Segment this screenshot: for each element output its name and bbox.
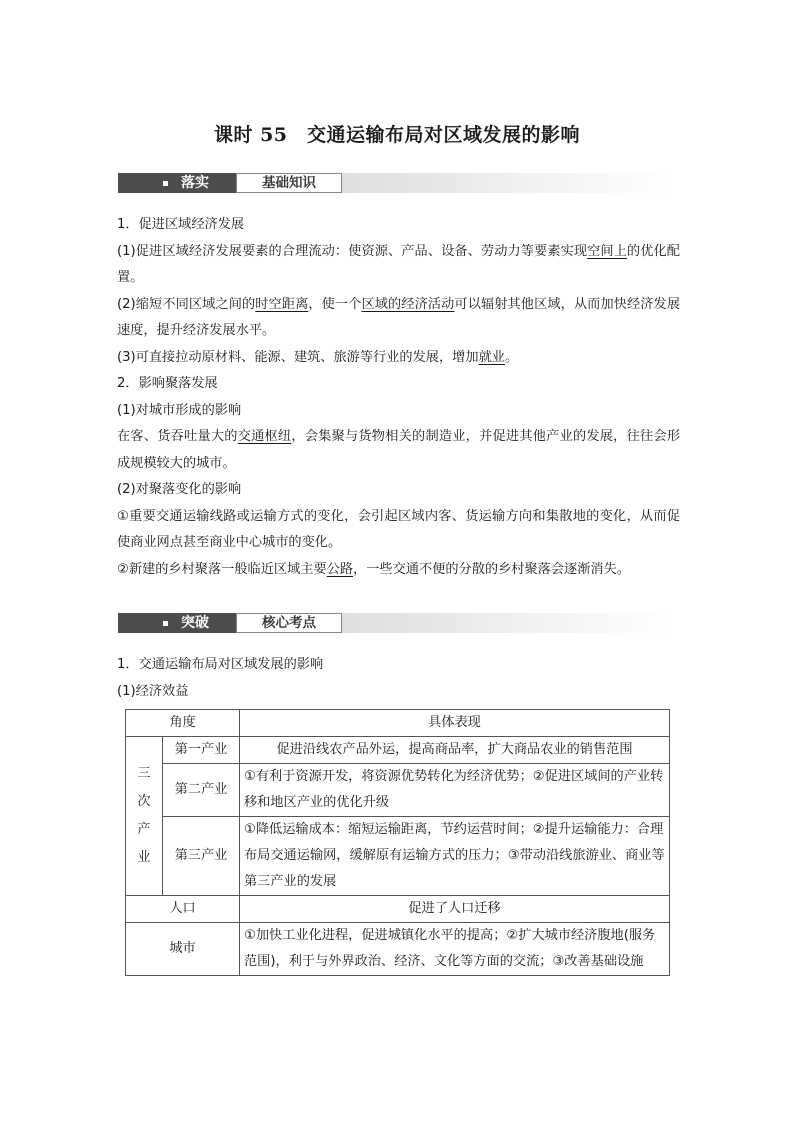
table-cell-text: ①加快工业化进程，促进城镇化水平的提高；②扩大城市经济腹地(服务范围)，利于与外界政治、经济、文化等方面的交流；③改善基础设施 [240, 923, 670, 976]
section-tag [118, 173, 236, 193]
table-cell-text: ①降低运输成本：缩短运输距离，节约运营时间；②提升运输能力：合理布局交通运输网，缓解原有运输方式的压力；③带动沿线旅游业、商业等第三产业的发展 [240, 817, 670, 896]
section-header-breakthrough [118, 613, 676, 633]
page-title: 课时 55 交通运输布局对区域发展的影响 [213, 124, 581, 146]
point-2-2-b: ②新建的乡村聚落一般临近区域主要公路，一些交通不便的分散的乡村聚落会逐渐消失。 [117, 561, 630, 577]
heading-impact: 1．交通运输布局对区域发展的影响 [117, 657, 324, 672]
table-cell-label: 第一产业 [163, 737, 240, 764]
table-cell-text: ①有利于资源开发，将资源优势转化为经济优势；②促进区域间的产业转移和地区产业的优化升级 [240, 764, 670, 817]
square-bullet-icon [163, 621, 168, 626]
table-row [126, 710, 670, 737]
point-1-1: (1)促进区域经济发展要素的合理流动：使资源、产品、设备、劳动力等要素实现空间上的优化配置。 [117, 243, 680, 285]
table-row [126, 737, 670, 764]
table-row [126, 764, 670, 817]
point-2-2: (2)对聚落变化的影响 [117, 482, 242, 497]
table-header-detail: 具体表现 [240, 710, 670, 737]
impact-table [125, 709, 670, 976]
table-row [126, 896, 670, 923]
square-bullet-icon [163, 181, 168, 186]
heading-settlement: 2．影响聚落发展 [117, 376, 218, 391]
table-cell-label: 第三产业 [163, 817, 240, 896]
foundation-content [117, 212, 680, 583]
point-2-1-text: 在客、货吞吐量大的交通枢纽，会集聚与货物相关的制造业，并促进其他产业的发展，往往会形成规模较大的城市。 [117, 429, 681, 471]
table-cell-label: 城市 [126, 923, 240, 976]
point-2-2-a: ①重要交通运输线路或运输方式的变化，会引起区域内客、货运输方向和集散地的变化，从而促使商业网点甚至商业中心城市的变化。 [117, 508, 680, 550]
section-header-foundation [118, 173, 676, 193]
point-1-3: (3)可直接拉动原材料、能源、建筑、旅游等行业的发展，增加就业。 [117, 349, 519, 365]
heading-economic-benefit: (1)经济效益 [117, 683, 189, 699]
table-header-angle: 角度 [126, 710, 240, 737]
section-tag-label: 突破 [181, 615, 209, 631]
section-subtitle: 基础知识 [236, 173, 342, 193]
section-tag-label: 落实 [181, 175, 209, 191]
section-tag [118, 613, 236, 633]
point-2-1: (1)对城市形成的影响 [117, 402, 242, 418]
section-subtitle: 核心考点 [236, 613, 342, 633]
table-cell-label: 人口 [126, 896, 240, 923]
point-1-2: (2)缩短不同区域之间的时空距离，使一个区域的经济活动可以辐射其他区域，从而加快经济发展速度，提升经济发展水平。 [117, 296, 681, 338]
heading-promote-economy: 1．促进区域经济发展 [117, 217, 245, 232]
table-row [126, 923, 670, 976]
table-cell-text: 促进了人口迁移 [240, 896, 670, 923]
table-cell-label: 第二产业 [163, 764, 240, 817]
breakthrough-content [117, 652, 680, 705]
table-group-label: 三 次 产 业 [126, 737, 163, 896]
table-cell-text: 促进沿线农产品外运，提高商品率，扩大商品农业的销售范围 [240, 737, 670, 764]
table-row [126, 817, 670, 896]
